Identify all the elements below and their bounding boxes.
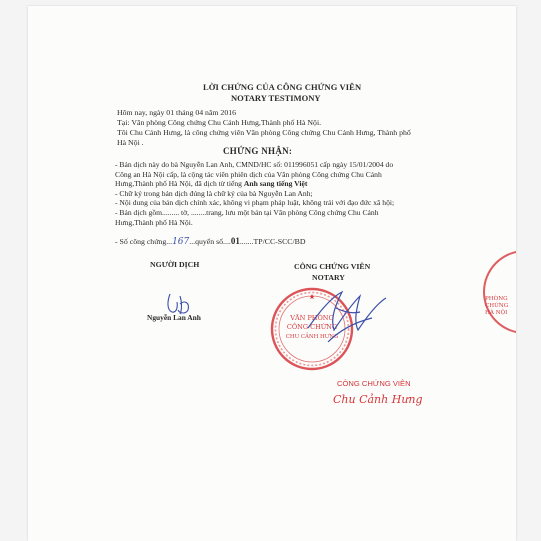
item1-line-b: Công an Hà Nội cấp, là cộng tác viên phiên dịch của Văn phòng Công chứng Chu Cảnh <box>115 169 382 179</box>
date-line: Hôm nay, ngày 01 tháng 04 năm 2016 <box>117 108 237 117</box>
notary-intro-line-2: Hà Nội . <box>117 138 144 147</box>
seal-line-2: CÔNG CHỨNG <box>286 323 338 331</box>
edge-seal-line-3: HÀ NỘI <box>485 310 508 316</box>
item4-line-a: - Bản dịch gồm......... tờ, ........trang, lưu một bản tại Văn phòng Công chứng Chu Cảnh <box>115 207 379 217</box>
item1-line-c-text: Hưng,Thành phố Hà Nội, đã dịch từ tiếng <box>115 179 244 189</box>
document-title-vi: LỜI CHỨNG CỦA CÔNG CHỨNG VIÊN <box>203 82 362 92</box>
edge-seal-line-1: PHÒNG <box>485 296 508 302</box>
number-post: .......TP/CC-SCC/BD <box>239 237 306 246</box>
notary-number-line <box>115 236 306 247</box>
edge-seal <box>473 250 516 335</box>
stamp-name: Chu Cảnh Hưng <box>333 393 423 406</box>
notary-signature <box>300 284 392 350</box>
item4-line-b: Hưng,Thành phố Hà Nội. <box>115 217 193 227</box>
item1-line-a: - Bản dịch này do bà Nguyễn Lan Anh, CMND/HC số: 011996051 cấp ngày 15/01/2004 do <box>115 160 394 169</box>
notary-heading-en: NOTARY <box>312 273 345 282</box>
notary-intro-line-1: Tôi Chu Cảnh Hưng, là công chứng viên Văn phòng Công chứng Chu Cảnh Hưng, Thành phố <box>117 128 411 137</box>
book-number: 01 <box>230 236 240 246</box>
document-title-en: NOTARY TESTIMONY <box>231 93 321 103</box>
item1-language: Anh sang tiếng Việt <box>243 179 308 189</box>
item1-line-c <box>115 179 433 189</box>
notary-heading-vi: CÔNG CHỨNG VIÊN <box>294 262 371 271</box>
seal-line-3: CHU CẢNH HƯNG <box>285 334 339 340</box>
translator-name: Nguyễn Lan Anh <box>147 313 201 322</box>
translator-heading: NGƯỜI DỊCH <box>150 260 200 269</box>
place-line: Tại: Văn phòng Công chứng Chu Cảnh Hưng,Thành phố Hà Nội. <box>117 118 322 127</box>
edge-seal-line-2: CHỨNG <box>485 303 509 309</box>
certification-list <box>115 160 433 227</box>
item2-line: - Chữ ký trong bản dịch đúng là chữ ký của bà Nguyễn Lan Anh; <box>115 188 313 198</box>
number-handwritten: 167 <box>172 237 190 247</box>
seal-line-1: VĂN PHÒNG <box>290 314 334 322</box>
stamp-title: CÔNG CHỨNG VIÊN <box>337 379 411 388</box>
certify-heading: CHỨNG NHẬN: <box>223 146 293 156</box>
number-mid: ...quyển số.... <box>189 237 231 246</box>
number-pre: - Số công chứng... <box>115 237 173 246</box>
item3-line: - Nội dung của bản dịch chính xác, không vi phạm pháp luật, không trái với đạo đức xã hội; <box>115 198 395 208</box>
